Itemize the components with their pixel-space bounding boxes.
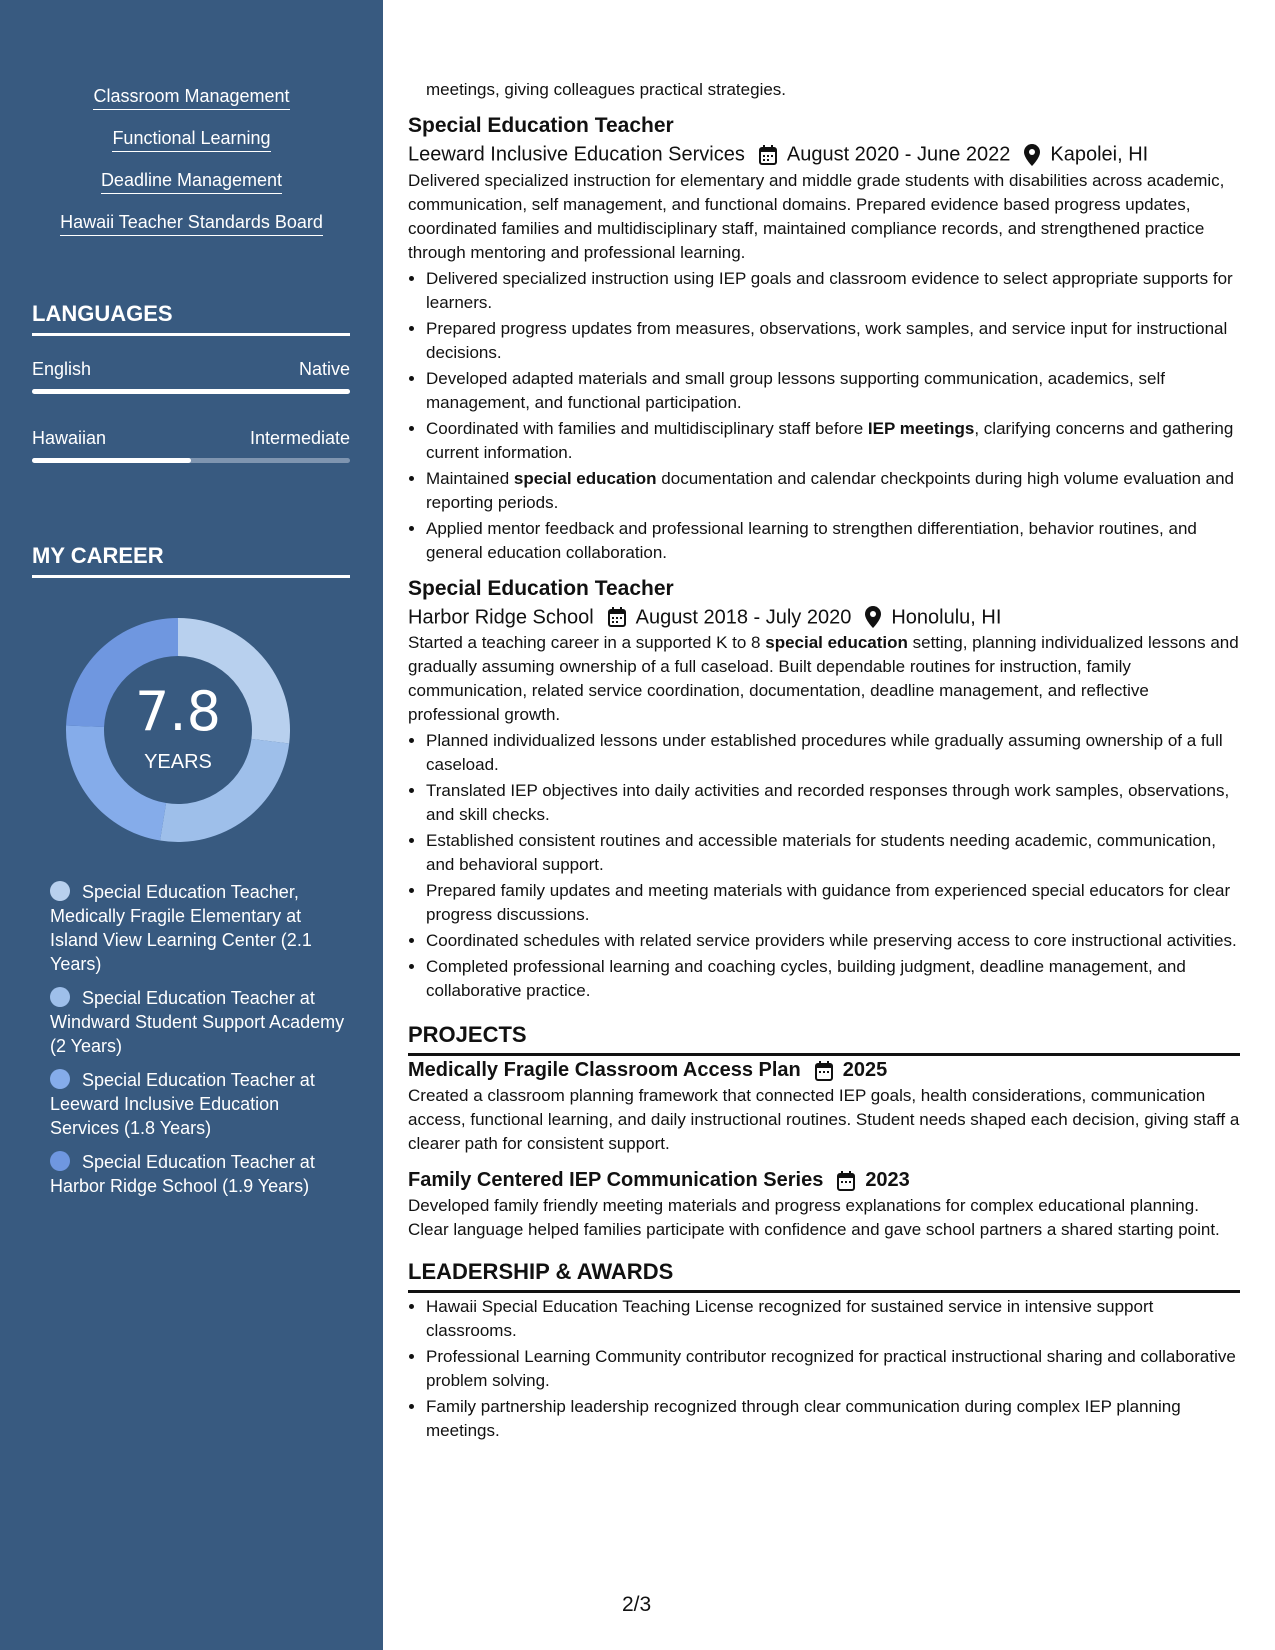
bullet-text: documentation and calendar checkpoints during high volume evaluation and reporting periods.	[426, 468, 1235, 512]
calendar-icon	[837, 1171, 855, 1191]
skill-link[interactable]: Functional Learning	[112, 128, 270, 152]
summary-text: setting, planning individualized lessons and gradually assuming ownership of a full caseload. Built dependable routines for instruction, family communication, related service coordination, documentation, deadline management, and reflective professional growth.	[408, 633, 1239, 725]
job-bullet: • Applied mentor feedback and professional learning to strengthen differentiation, behavior routines, and general education collaboration.	[426, 517, 1240, 565]
language-bar-fill	[32, 458, 191, 463]
language-level: Intermediate	[249, 428, 350, 448]
location-pin-icon	[1024, 144, 1040, 166]
job-company: Leeward Inclusive Education Services	[408, 143, 745, 166]
continued-text: meetings, giving colleagues practical strategies.	[426, 80, 787, 99]
job-meta	[408, 603, 1240, 632]
job-bullet	[426, 417, 1240, 465]
projects-heading: PROJECTS	[408, 1021, 1240, 1056]
job-entry	[408, 575, 1240, 1004]
project-year: 2023	[865, 1169, 910, 1192]
bullet-text: Maintained	[426, 468, 514, 488]
awards-heading: LEADERSHIP & AWARDS	[408, 1258, 1240, 1293]
job-company: Harbor Ridge School	[408, 606, 594, 629]
career-legend-item	[50, 986, 350, 1058]
language-bar	[32, 389, 350, 394]
job-title: Special Education Teacher	[408, 576, 674, 600]
total-years: 7.8	[135, 680, 221, 743]
award-item: • Family partnership leadership recognized through clear communication during complex IEP planning meetings.	[426, 1395, 1240, 1443]
skill-links	[0, 86, 383, 254]
skill-link[interactable]: Deadline Management	[101, 170, 282, 194]
project-title: Medically Fragile Classroom Access Plan	[408, 1059, 801, 1082]
language-name: English	[32, 359, 92, 379]
language-bar-fill	[32, 389, 350, 394]
bullet-emphasis: special education	[513, 468, 657, 488]
projects-section	[408, 1021, 1240, 1242]
career-legend-item	[50, 880, 350, 976]
legend-dot	[50, 1069, 70, 1089]
award-item: • Professional Learning Community contributor recognized for practical instructional sharing and collaborative problem solving.	[426, 1345, 1240, 1393]
job-dates: August 2020 - June 2022	[786, 143, 1011, 166]
summary-emphasis: special education	[765, 633, 908, 653]
career-heading: MY CAREER	[32, 543, 350, 578]
awards-section	[408, 1258, 1240, 1443]
job-bullet: • Established consistent routines and accessible materials for students needing academic, communication, and behavioral support.	[426, 829, 1240, 877]
project-title: Family Centered IEP Communication Series	[408, 1169, 824, 1192]
page-number: 2/3	[622, 1593, 652, 1616]
job-title: Special Education Teacher	[408, 114, 674, 137]
job-dates: August 2018 - July 2020	[635, 606, 852, 629]
career-legend-item	[50, 1150, 350, 1198]
job-location: Kapolei, HI	[1050, 143, 1149, 166]
career-legend	[50, 880, 350, 1208]
calendar-icon	[759, 145, 777, 165]
job-summary: Delivered specialized instruction for elementary and middle grade students with disabilities across academic, communication, self management, and functional domains. Prepared evidence based progress updates, coordinated families and multidisciplinary staff, maintained compliance records, and strengthened practice through mentoring and professional learning.	[408, 170, 1225, 262]
legend-dot	[50, 881, 70, 901]
language-bar	[32, 458, 350, 463]
award-item: • Hawaii Special Education Teaching License recognized for sustained service in intensive support classrooms.	[426, 1295, 1240, 1343]
main-content	[408, 0, 1240, 1445]
bullet-emphasis: IEP meetings	[867, 418, 975, 438]
bullet-text: , clarifying concerns and gathering current information.	[426, 418, 1234, 462]
career-legend-label: Special Education Teacher, Medically Fragile Elementary at Island View Learning Center (2.1 Years)	[50, 882, 312, 974]
career-legend-item	[50, 1068, 350, 1140]
career-donut-chart	[62, 614, 294, 846]
job-location: Honolulu, HI	[891, 606, 1002, 629]
job-bullet: • Prepared progress updates from measures, observations, work samples, and service input for instructional decisions.	[426, 317, 1240, 365]
job-entry	[408, 112, 1240, 565]
job-bullet: • Developed adapted materials and small group lessons supporting communication, academics, self management, and functional participation.	[426, 367, 1240, 415]
job-summary	[408, 631, 1240, 727]
job-bullet: • Planned individualized lessons under established procedures while gradually assuming ownership of a full caseload.	[426, 729, 1240, 777]
job-bullet: • Prepared family updates and meeting materials with guidance from experienced special educators for clear progress discussions.	[426, 879, 1240, 927]
languages-heading: LANGUAGES	[32, 301, 350, 336]
years-label: YEARS	[144, 751, 212, 773]
job-bullet	[426, 467, 1240, 515]
project-year: 2025	[842, 1059, 888, 1082]
calendar-icon	[608, 607, 626, 627]
career-legend-label: Special Education Teacher at Windward Student Support Academy (2 Years)	[50, 988, 345, 1056]
summary-text: Started a teaching career in a supported K to 8	[408, 633, 766, 653]
calendar-icon	[815, 1061, 833, 1081]
job-bullet: • Delivered specialized instruction using IEP goals and classroom evidence to select appropriate supports for learners.	[426, 267, 1240, 315]
job-bullet: • Translated IEP objectives into daily activities and recorded responses through work samples, observations, and skill checks.	[426, 779, 1240, 827]
job-bullet: • Completed professional learning and coaching cycles, building judgment, deadline management, and collaborative practice.	[426, 955, 1240, 1003]
job-bullet: • Coordinated schedules with related service providers while preserving access to core instructional activities.	[426, 929, 1240, 953]
job-bullets	[408, 729, 1240, 1003]
legend-dot	[50, 987, 70, 1007]
language-level: Native	[298, 359, 350, 379]
career-legend-label: Special Education Teacher at Leeward Inclusive Education Services (1.8 Years)	[50, 1070, 315, 1138]
project-description: Created a classroom planning framework that connected IEP goals, health considerations, communication access, functional learning, and daily instructional routines. Student needs shaped each decision, giving staff a clearer path for consistent support.	[408, 1086, 1240, 1154]
legend-dot	[50, 1151, 70, 1171]
skill-link[interactable]: Hawaii Teacher Standards Board	[60, 212, 323, 236]
location-pin-icon	[865, 606, 881, 628]
project-title-row	[408, 1056, 1240, 1084]
career-legend-label: Special Education Teacher at Harbor Ridge School (1.9 Years)	[50, 1152, 315, 1196]
language-name: Hawaiian	[32, 428, 107, 448]
sidebar	[0, 0, 383, 1650]
skill-link[interactable]: Classroom Management	[93, 86, 289, 110]
job-meta	[408, 140, 1240, 169]
bullet-text: Coordinated with families and multidisciplinary staff before	[426, 418, 868, 438]
project-description: Developed family friendly meeting materials and progress explanations for complex educational planning. Clear language helped families participate with confidence and gave school partners a shared starting point.	[408, 1196, 1220, 1240]
job-bullets	[408, 267, 1240, 565]
project-title-row	[408, 1166, 1240, 1194]
awards-list	[408, 1295, 1240, 1443]
